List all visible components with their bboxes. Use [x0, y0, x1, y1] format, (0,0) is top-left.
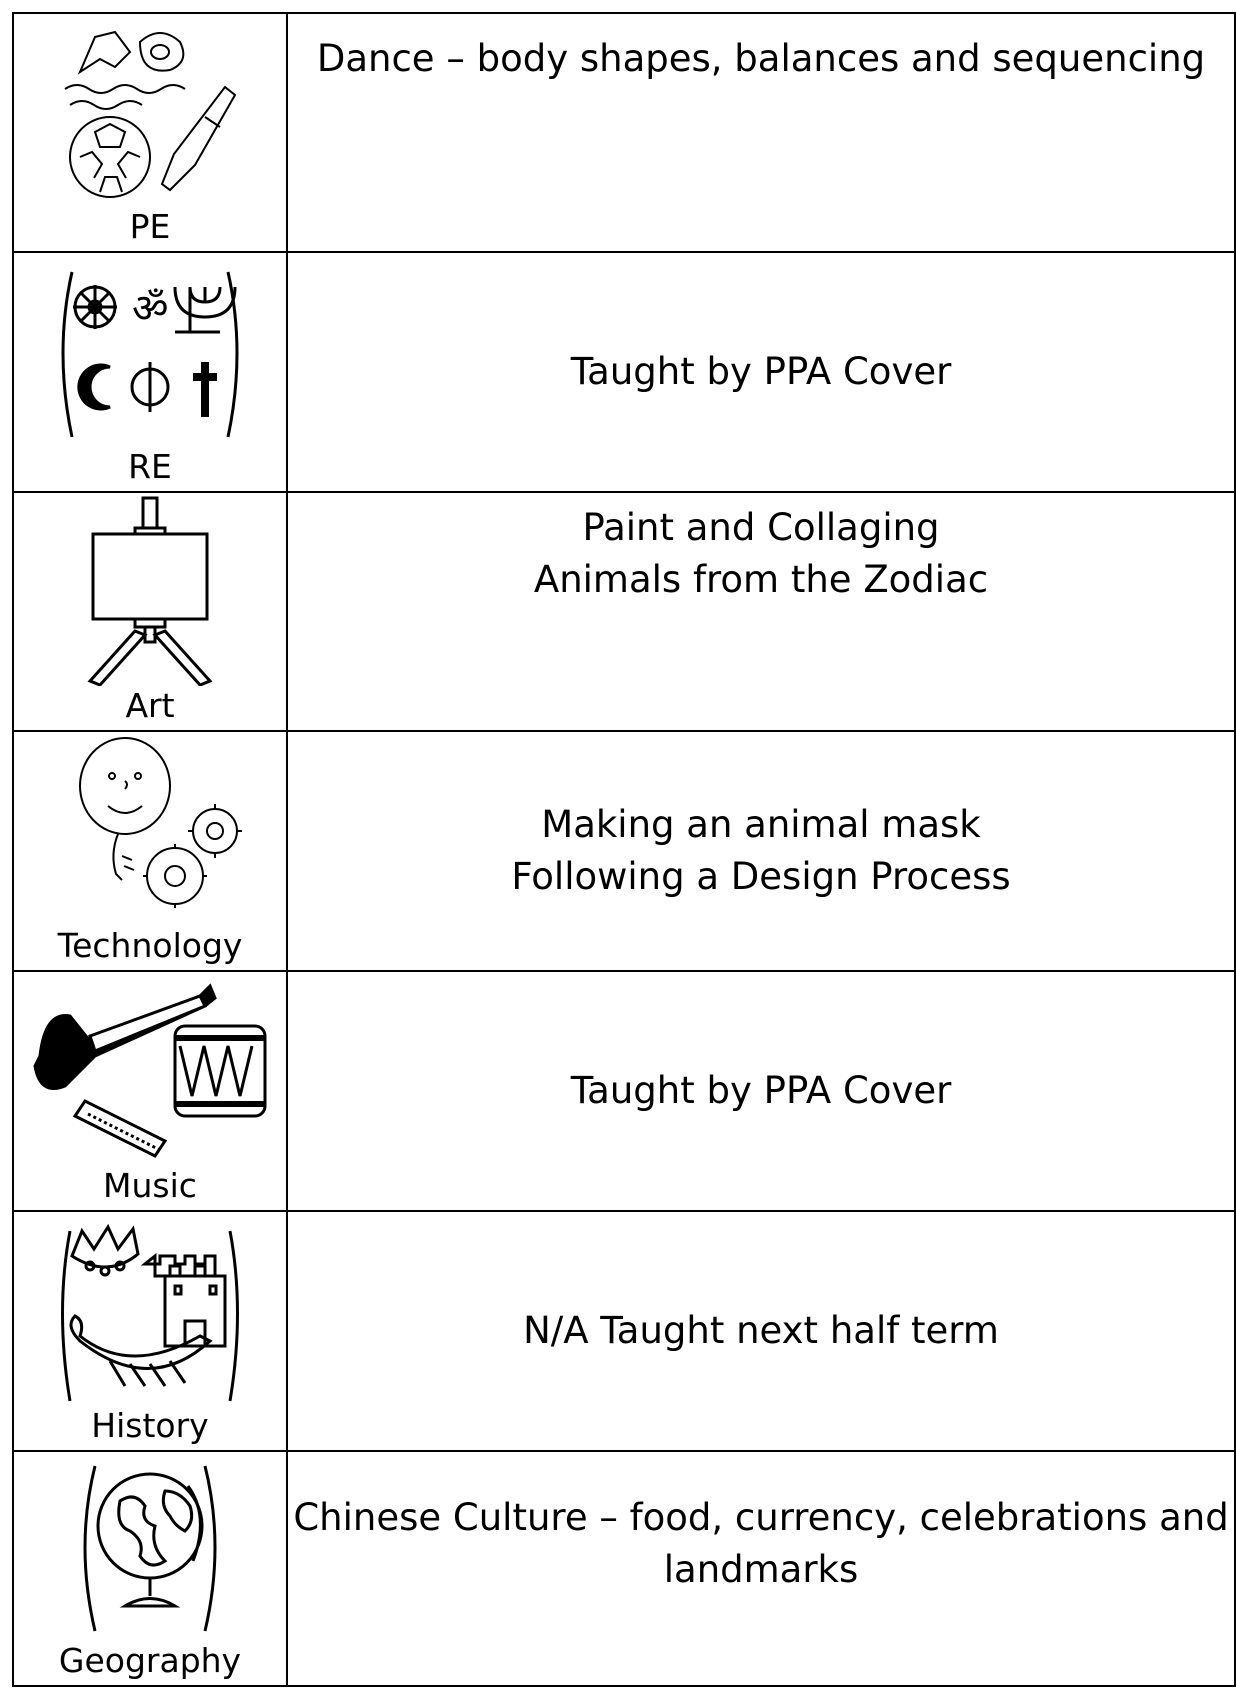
- subjects-table: [12, 12, 1236, 1687]
- technology-lightbulb-gears-icon: [50, 736, 250, 926]
- subject-description-pe: [287, 13, 1235, 252]
- subject-description-history: [287, 1211, 1235, 1451]
- subject-row-geography: [13, 1451, 1235, 1686]
- subject-cell-history: [13, 1211, 287, 1451]
- subject-row-pe: [13, 13, 1235, 252]
- subject-cell-pe: [13, 13, 287, 252]
- subject-description-re: [287, 252, 1235, 492]
- description-line: Chinese Culture – food, currency, celebrations and: [293, 1495, 1229, 1539]
- subject-row-art: [13, 492, 1235, 731]
- subject-description-technology: [287, 731, 1235, 971]
- description-line: Taught by PPA Cover: [570, 350, 952, 393]
- subject-cell-geography: [13, 1451, 287, 1686]
- subject-label: Art: [125, 686, 175, 725]
- subject-label: Music: [103, 1166, 197, 1205]
- description-line: N/A Taught next half term: [523, 1309, 999, 1352]
- subject-label: History: [91, 1406, 209, 1445]
- subject-description-art: [287, 492, 1235, 731]
- subject-cell-re: [13, 252, 287, 492]
- subject-label: RE: [128, 447, 172, 486]
- globe-icon: [50, 1456, 250, 1641]
- subject-cell-music: [13, 971, 287, 1211]
- svg-text:ॐ: ॐ: [132, 286, 169, 332]
- description-line: landmarks: [663, 1547, 859, 1591]
- description-line: Making an animal mask: [541, 803, 981, 846]
- subject-label: Geography: [58, 1641, 242, 1680]
- description-line: Dance – body shapes, balances and sequencing: [316, 36, 1206, 80]
- description-line: Paint and Collaging: [582, 505, 940, 549]
- description-line: Following a Design Process: [511, 855, 1011, 898]
- easel-icon: [75, 496, 225, 686]
- pe-sports-icon: [55, 17, 245, 207]
- musical-instruments-icon: [30, 976, 270, 1166]
- subject-row-re: [13, 252, 1235, 492]
- subject-label: Technology: [57, 926, 243, 965]
- subject-description-music: [287, 971, 1235, 1211]
- subject-label: PE: [129, 207, 171, 246]
- description-line: Taught by PPA Cover: [570, 1069, 952, 1112]
- subject-cell-technology: [13, 731, 287, 971]
- subject-description-geography: [287, 1451, 1235, 1686]
- history-crown-castle-icon: [50, 1216, 250, 1406]
- religious-symbols-icon: [50, 257, 250, 447]
- subject-cell-art: [13, 492, 287, 731]
- subject-row-music: [13, 971, 1235, 1211]
- subject-row-technology: [13, 731, 1235, 971]
- description-line: Animals from the Zodiac: [533, 557, 989, 601]
- subject-row-history: [13, 1211, 1235, 1451]
